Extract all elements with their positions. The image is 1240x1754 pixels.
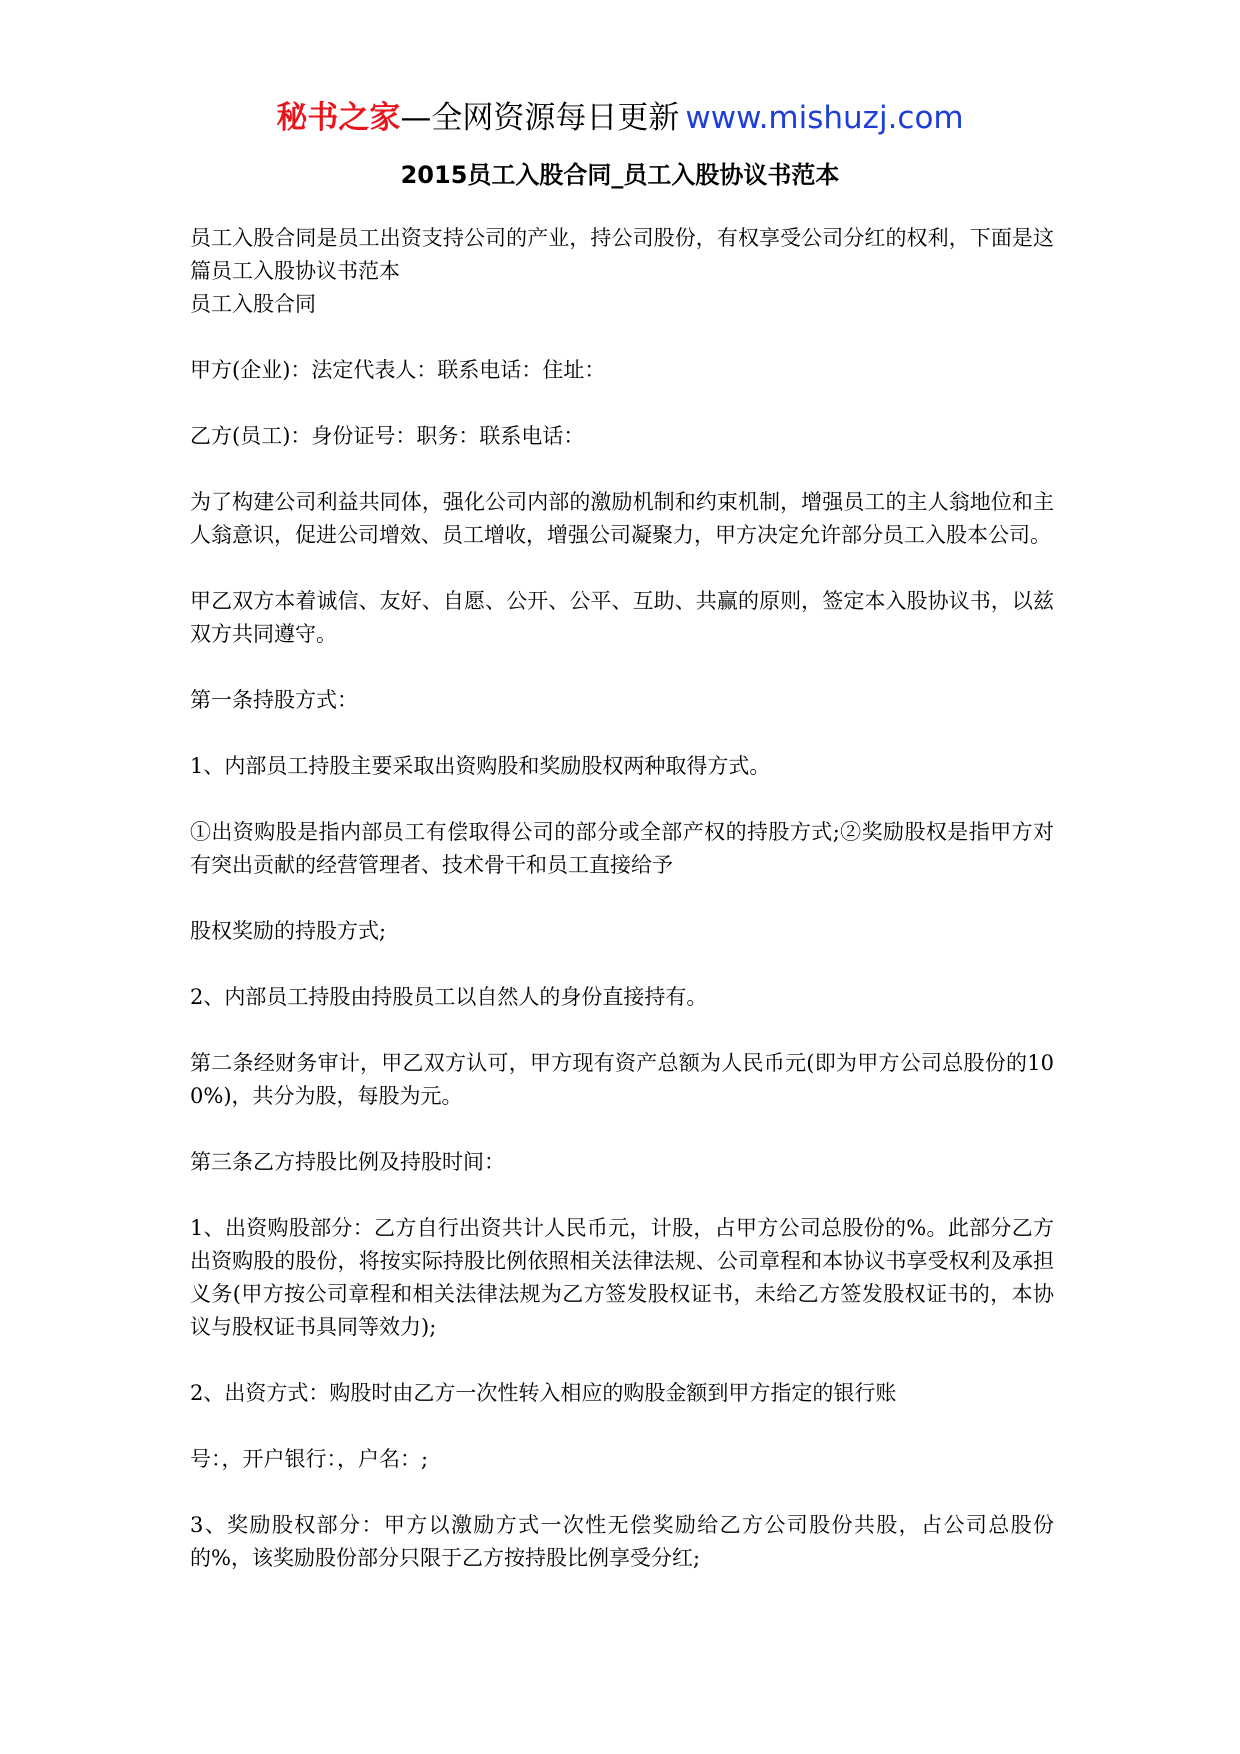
document-body xyxy=(190,222,1054,1608)
article-1-heading: 第一条持股方式： xyxy=(190,688,358,712)
document-title: 2015员工入股合同_员工入股协议书范本 xyxy=(400,161,840,189)
article-1-item-1: 1、内部员工持股主要采取出资购股和奖励股权两种取得方式。 xyxy=(190,754,771,778)
principles-paragraph: 甲乙双方本着诚信、友好、自愿、公开、公平、互助、共赢的原则，签定本入股协议书，以兹双方共同遵守。 xyxy=(190,589,1054,646)
article-3-heading: 第三条乙方持股比例及持股时间： xyxy=(190,1150,505,1174)
article-3-item-3: 3、奖励股权部分：甲方以激励方式一次性无偿奖励给乙方公司股份共股，占公司总股份的%，该奖励股份部分只限于乙方按持股比例享受分红; xyxy=(190,1513,1054,1570)
purpose-paragraph: 为了构建公司利益共同体，强化公司内部的激励机制和约束机制，增强员工的主人翁地位和主人翁意识，促进公司增效、员工增收，增强公司凝聚力，甲方决定允许部分员工入股本公司。 xyxy=(190,490,1054,547)
party-a-line: 甲方(企业)：法定代表人：联系电话：住址： xyxy=(190,358,606,382)
site-tagline: —全网资源每日更新 xyxy=(400,100,680,136)
article-3-item-2-continued: 号：，开户银行：，户名：; xyxy=(190,1447,429,1471)
article-1-item-1-detail: ①出资购股是指内部员工有偿取得公司的部分或全部产权的持股方式;②奖励股权是指甲方对有突出贡献的经营管理者、技术骨干和员工直接给予 xyxy=(190,820,1054,877)
intro-paragraph: 员工入股合同是员工出资支持公司的产业，持公司股份，有权享受公司分红的权利，下面是这篇员工入股协议书范本 xyxy=(190,226,1054,283)
article-1-item-1-continued: 股权奖励的持股方式; xyxy=(190,919,387,943)
article-2-paragraph: 第二条经财务审计，甲乙双方认可，甲方现有资产总额为人民币元(即为甲方公司总股份的100%)，共分为股，每股为元。 xyxy=(190,1051,1054,1108)
article-3-item-1: 1、出资购股部分：乙方自行出资共计人民币元，计股，占甲方公司总股份的%。此部分乙方出资购股的股份，将按实际持股比例依照相关法律法规、公司章程和本协议书享受权利及承担义务(甲方按公司章程和相关法律法规为乙方签发股权证书，未给乙方签发股权证书的，本协议与股权证书具同等效力); xyxy=(190,1216,1054,1339)
party-b-line: 乙方(员工)：身份证号：职务：联系电话： xyxy=(190,424,585,448)
site-url-link[interactable]: www.mishuzj.com xyxy=(685,100,964,136)
contract-heading: 员工入股合同 xyxy=(190,292,316,316)
site-banner xyxy=(0,98,1240,138)
article-3-item-2: 2、出资方式：购股时由乙方一次性转入相应的购股金额到甲方指定的银行账 xyxy=(190,1381,897,1405)
site-brand: 秘书之家 xyxy=(276,100,401,136)
article-1-item-2: 2、内部员工持股由持股员工以自然人的身份直接持有。 xyxy=(190,985,708,1009)
